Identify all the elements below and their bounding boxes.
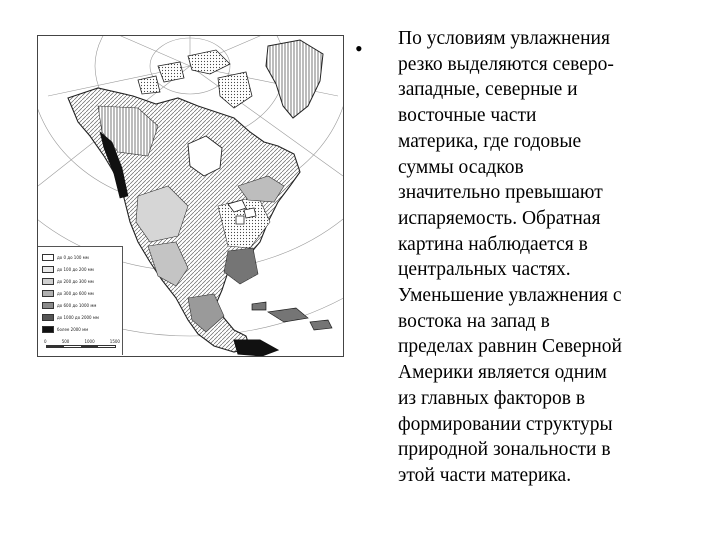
legend-swatch	[42, 302, 54, 309]
legend-swatch	[42, 326, 54, 333]
legend-label: до 100 до 200 мм	[57, 266, 94, 272]
legend-swatch	[42, 254, 54, 261]
caribbean-islands	[252, 302, 332, 330]
legend-label: до 200 до 300 мм	[57, 278, 94, 284]
bullet-text: По условиям увлажнения резко выделяются северо- западные, северные и восточные части материка, где годовые суммы осадков значительно превышают испаряемость. Обратная картина наблюдается в центральных частях. Уменьшение увлажнения с востока на запад в пределах равнин Северной Америки является одним из главных факторов в формировании структуры природной зональности в этой части материка.	[398, 28, 622, 486]
legend-item	[42, 265, 94, 273]
legend-label: до 1000 до 2000 мм	[57, 314, 99, 320]
scale-label: 500	[61, 339, 70, 344]
legend-item	[42, 277, 94, 285]
legend-swatch	[42, 266, 54, 273]
legend-item	[42, 325, 88, 333]
legend-item	[42, 289, 94, 297]
legend-label: более 2000 мм	[57, 326, 89, 332]
scale-label: 0	[44, 339, 47, 344]
legend-label: до 300 до 600 мм	[57, 290, 94, 296]
legend-item	[42, 253, 89, 261]
map-legend	[38, 246, 123, 355]
scale-bar	[46, 345, 116, 348]
bullet-marker: •	[355, 36, 363, 61]
legend-swatch	[42, 314, 54, 321]
scale-label: 1000	[84, 339, 95, 344]
arctic-islands	[138, 50, 252, 108]
scale-label: 1500	[109, 339, 120, 344]
scale-labels	[44, 339, 120, 344]
central-america-wet	[234, 340, 278, 356]
legend-swatch	[42, 278, 54, 285]
legend-label: до 600 до 1000 мм	[57, 302, 97, 308]
greenland-shape	[266, 40, 323, 118]
legend-item	[42, 301, 96, 309]
legend-item	[42, 313, 99, 321]
legend-label: до 0 до 100 мм	[57, 254, 89, 260]
legend-swatch	[42, 290, 54, 297]
